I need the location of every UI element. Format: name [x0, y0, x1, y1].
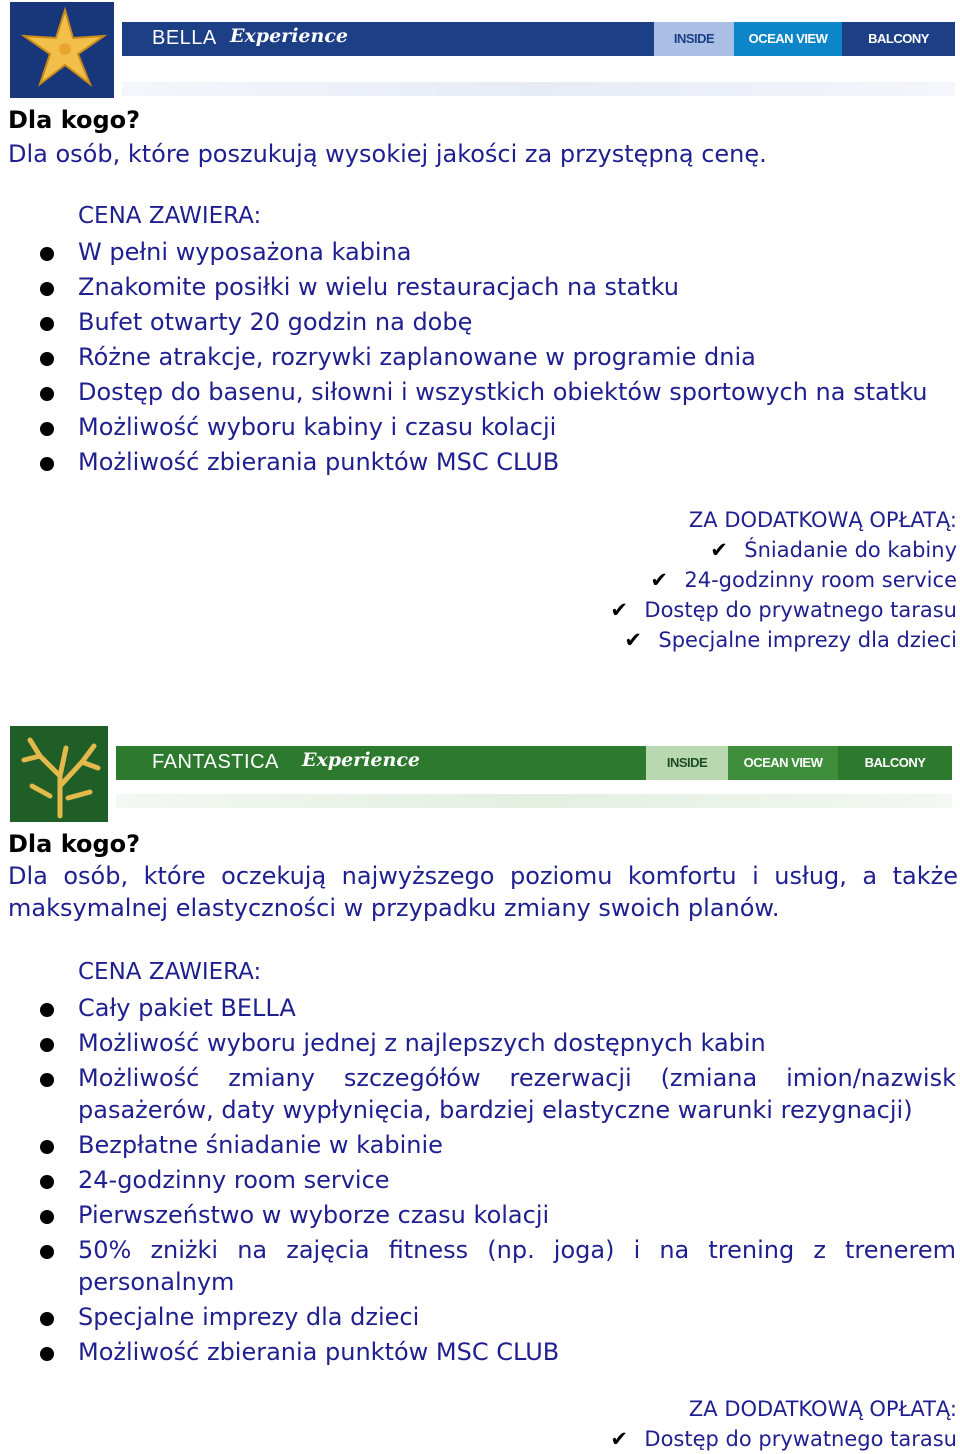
list-item: ✔ Śniadanie do kabiny — [610, 535, 957, 565]
list-item: Bezpłatne śniadanie w kabinie — [0, 1129, 958, 1161]
bella-tag-inside: INSIDE — [654, 22, 734, 56]
bella-brand: BELLA — [152, 27, 217, 49]
bella-tag-balcony: BALCONY — [842, 22, 955, 56]
check-icon: ✔ — [710, 538, 728, 562]
coral-icon — [10, 726, 108, 822]
fantastica-who-text: Dla osób, które oczekują najwyższego poziomu komfortu i usług, a także maksymalnej elastyczności w przypadku zmiany swoich planów. — [8, 862, 958, 922]
fantastica-brand: FANTASTICA — [152, 751, 279, 773]
fantastica-experience: Experience — [302, 749, 420, 771]
bella-tag-ocean-view: OCEAN VIEW — [734, 22, 842, 56]
fantastica-tag-balcony: BALCONY — [838, 746, 952, 780]
bella-bar — [122, 22, 654, 56]
fantastica-extra-list — [610, 1424, 957, 1454]
list-item: Cały pakiet BELLA — [0, 992, 958, 1024]
check-icon: ✔ — [610, 598, 629, 622]
check-icon: ✔ — [624, 628, 642, 652]
list-item: ✔ 24-godzinny room service — [610, 565, 957, 595]
bella-underline — [122, 82, 955, 96]
list-item: W pełni wyposażona kabina — [0, 236, 958, 268]
fantastica-price-heading: CENA ZAWIERA: — [78, 959, 262, 985]
bella-extra-heading: ZA DODATKOWĄ OPŁATĄ: — [688, 508, 957, 532]
bella-price-heading: CENA ZAWIERA: — [78, 203, 262, 229]
check-icon: ✔ — [650, 568, 668, 592]
list-item: ✔ Specjalne imprezy dla dzieci — [610, 625, 957, 655]
list-item: Możliwość wyboru jednej z najlepszych dostępnych kabin — [0, 1027, 958, 1059]
fantastica-tag-ocean-view: OCEAN VIEW — [728, 746, 838, 780]
bella-extra-list — [610, 535, 957, 655]
list-item: Możliwość zmiany szczegółów rezerwacji (zmiana imion/nazwisk pasażerów, daty wypłynięcia, bardziej elastyczne warunki rezygnacji) — [0, 1062, 958, 1126]
fantastica-price-list — [0, 992, 958, 1368]
list-item: Bufet otwarty 20 godzin na dobę — [0, 306, 958, 338]
fantastica-extra-heading: ZA DODATKOWĄ OPŁATĄ: — [688, 1397, 957, 1421]
fantastica-who-heading: Dla kogo? — [8, 830, 141, 858]
bella-banner — [10, 2, 955, 102]
check-icon: ✔ — [610, 1427, 629, 1451]
list-item: Różne atrakcje, rozrywki zaplanowane w programie dnia — [0, 341, 958, 373]
bella-price-list — [0, 236, 958, 478]
list-item: 24-godzinny room service — [0, 1164, 958, 1196]
bella-who-text: Dla osób, które poszukują wysokiej jakości za przystępną cenę. — [8, 140, 767, 168]
bella-who-heading: Dla kogo? — [8, 106, 141, 134]
fantastica-bar — [116, 746, 646, 780]
list-item: ✔ Dostęp do prywatnego tarasu — [610, 1424, 957, 1454]
bella-experience: Experience — [230, 25, 348, 47]
list-item: ✔ Dostęp do prywatnego tarasu — [610, 595, 957, 625]
fantastica-banner — [10, 726, 955, 826]
list-item: Możliwość zbierania punktów MSC CLUB — [0, 446, 958, 478]
list-item: Możliwość zbierania punktów MSC CLUB — [0, 1336, 958, 1368]
fantastica-logo — [10, 726, 108, 822]
list-item: Możliwość wyboru kabiny i czasu kolacji — [0, 411, 958, 443]
list-item: Znakomite posiłki w wielu restauracjach na statku — [0, 271, 958, 303]
list-item: Dostęp do basenu, siłowni i wszystkich obiektów sportowych na statku — [0, 376, 958, 408]
list-item: Specjalne imprezy dla dzieci — [0, 1301, 958, 1333]
bella-logo — [10, 2, 114, 98]
starfish-icon — [10, 2, 114, 98]
list-item: Pierwszeństwo w wyborze czasu kolacji — [0, 1199, 958, 1231]
fantastica-tag-inside: INSIDE — [646, 746, 728, 780]
fantastica-underline — [116, 794, 952, 808]
list-item: 50% zniżki na zajęcia fitness (np. joga) i na trening z trenerem personalnym — [0, 1234, 958, 1298]
